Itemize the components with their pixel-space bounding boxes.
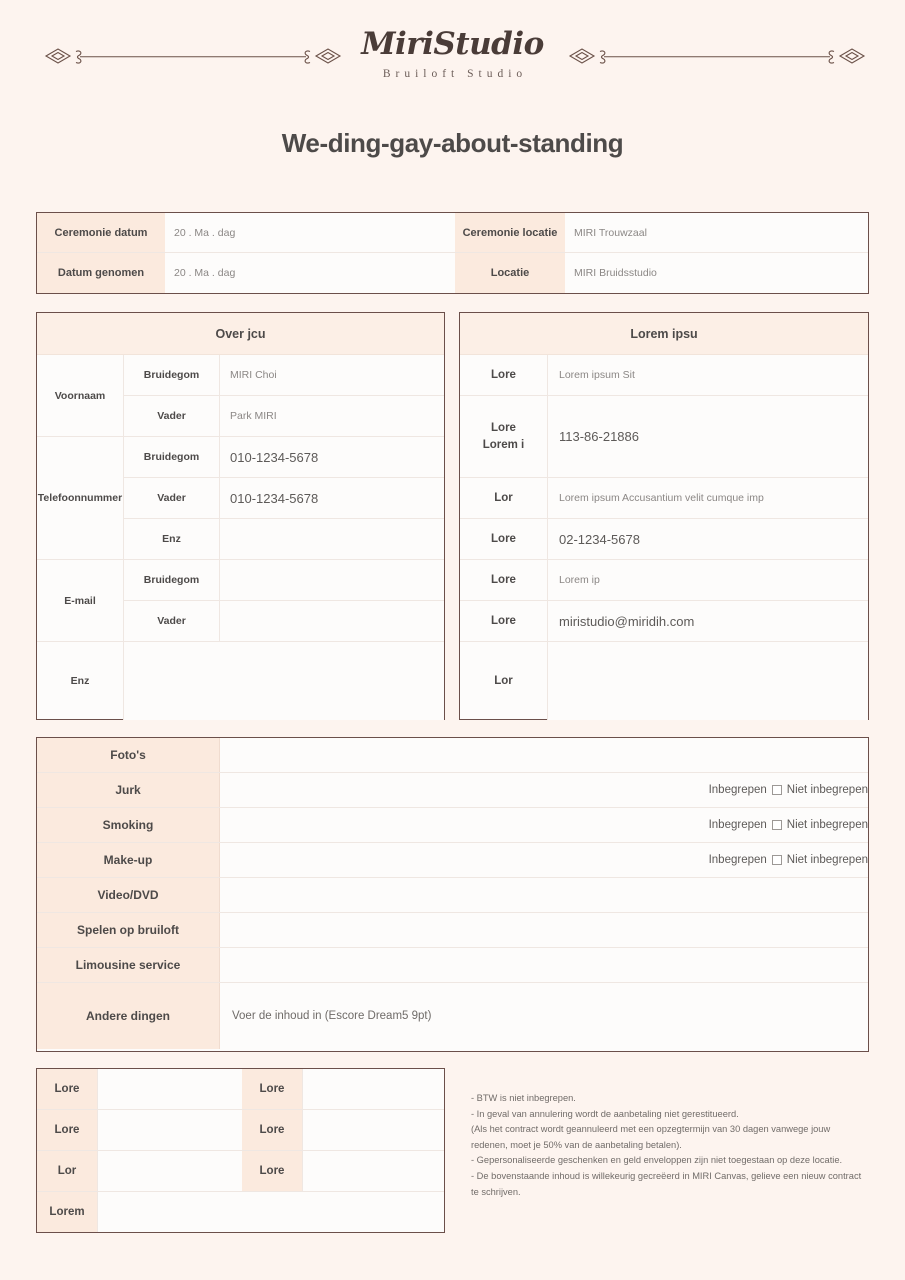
table-row bbox=[37, 913, 868, 948]
table-row bbox=[37, 878, 868, 913]
service-label-spelen-op-bruiloft: Spelen op bruiloft bbox=[37, 913, 220, 947]
table-row bbox=[37, 1151, 444, 1192]
sub-label-telefoon-enz: Enz bbox=[124, 519, 220, 559]
row-value-0[interactable]: Lorem ipsum Sit bbox=[548, 355, 868, 395]
bottom-label-a-2: Lor bbox=[37, 1151, 97, 1191]
label-inbegrepen-jurk: Inbegrepen bbox=[708, 784, 767, 796]
table-row bbox=[124, 601, 444, 642]
bottom-value-b-0[interactable] bbox=[302, 1069, 444, 1109]
service-note-andere-dingen: Voer de inhoud in (Escore Dream5 9pt) bbox=[232, 1010, 432, 1022]
row-label-4-line1: Lore bbox=[491, 573, 516, 586]
sub-label-email-vader: Vader bbox=[124, 601, 220, 641]
bottom-value-b-2[interactable] bbox=[302, 1151, 444, 1191]
bottom-value-a-1[interactable] bbox=[97, 1110, 242, 1150]
bottom-label-a-0: Lore bbox=[37, 1069, 97, 1109]
about-you-table bbox=[36, 312, 445, 720]
table-row bbox=[37, 1192, 444, 1232]
row-value-3[interactable]: 02-1234-5678 bbox=[548, 519, 868, 559]
bottom-label-b-2: Lore bbox=[242, 1151, 302, 1191]
table-row bbox=[124, 396, 444, 437]
table-row bbox=[460, 396, 868, 478]
row-label-2-line1: Lor bbox=[494, 491, 513, 504]
row-label-1-line1: Lore bbox=[491, 421, 516, 434]
bottom-value-b-1[interactable] bbox=[302, 1110, 444, 1150]
value-telefoon-bruidegom[interactable]: 010-1234-5678 bbox=[220, 437, 444, 477]
label-inbegrepen-smoking: Inbegrepen bbox=[708, 819, 767, 831]
checkbox-niet-inbegrepen-makeup[interactable] bbox=[772, 855, 782, 865]
services-table bbox=[36, 737, 869, 1052]
brand-logo bbox=[348, 28, 558, 84]
table-row bbox=[460, 355, 868, 396]
inclusion-choice-makeup bbox=[709, 854, 868, 866]
service-value-limousine-service[interactable] bbox=[220, 948, 868, 982]
row-label-0-line1: Lore bbox=[491, 368, 516, 381]
signature-table bbox=[36, 1068, 445, 1233]
row-label-5-line1: Lore bbox=[491, 614, 516, 627]
checkbox-niet-inbegrepen-smoking[interactable] bbox=[772, 820, 782, 830]
label-niet-inbegrepen-smoking: Niet inbegrepen bbox=[786, 819, 868, 831]
ceremony-info-table bbox=[36, 212, 869, 294]
table-row bbox=[124, 437, 444, 478]
bottom-label-b-1: Lore bbox=[242, 1110, 302, 1150]
service-label-jurk: Jurk bbox=[37, 773, 220, 807]
group-label-column bbox=[37, 355, 124, 720]
note-line-4: - De bovenstaande inhoud is willekeurig gecreëerd in MIRI Canvas, gelieve een nieuw contract te schrijven. bbox=[471, 1171, 862, 1197]
table-row bbox=[124, 642, 444, 720]
row-label-1-line2: Lorem i bbox=[482, 438, 525, 451]
value-email-vader[interactable] bbox=[220, 601, 444, 641]
note-line-3: - Gepersonaliseerde geschenken en geld enveloppen zijn niet toegestaan op deze locatie. bbox=[471, 1155, 843, 1166]
sub-label-email-bruidegom: Bruidegom bbox=[124, 560, 220, 600]
row-label-6-line1: Lor bbox=[494, 674, 513, 687]
value-telefoon-enz[interactable] bbox=[220, 519, 444, 559]
service-label-andere-dingen: Andere dingen bbox=[37, 983, 220, 1049]
service-label-limousine-service: Limousine service bbox=[37, 948, 220, 982]
brand-logo-subtitle: Bruiloft Studio bbox=[382, 67, 528, 80]
sub-label-telefoon-vader: Vader bbox=[124, 478, 220, 518]
group-label-email: E-mail bbox=[37, 560, 124, 642]
bottom-label-a-1: Lore bbox=[37, 1110, 97, 1150]
row-label-3-line1: Lore bbox=[491, 532, 516, 545]
bottom-label-a-3: Lorem bbox=[37, 1192, 97, 1232]
row-label-0 bbox=[460, 355, 548, 395]
cell-label-locatie: Locatie bbox=[455, 253, 565, 293]
row-label-2 bbox=[460, 478, 548, 518]
bottom-value-a-2[interactable] bbox=[97, 1151, 242, 1191]
table-row bbox=[37, 773, 868, 808]
table-row bbox=[124, 478, 444, 519]
label-inbegrepen-makeup: Inbegrepen bbox=[708, 854, 767, 866]
sub-label-voornaam-vader: Vader bbox=[124, 396, 220, 436]
cell-label-ceremonie-datum: Ceremonie datum bbox=[37, 213, 165, 252]
table-row bbox=[37, 253, 868, 293]
service-value-andere-dingen[interactable] bbox=[220, 983, 868, 1049]
service-value-video-dvd[interactable] bbox=[220, 878, 868, 912]
note-line-1: - In geval van annulering wordt de aanbetaling niet gerestitueerd. bbox=[471, 1108, 739, 1119]
service-label-makeup: Make-up bbox=[37, 843, 220, 877]
value-voornaam-bruidegom[interactable]: MIRI Choi bbox=[220, 355, 444, 395]
about-you-table-body bbox=[37, 355, 444, 720]
row-label-3 bbox=[460, 519, 548, 559]
row-label-1 bbox=[460, 396, 548, 477]
row-label-4 bbox=[460, 560, 548, 600]
table-row bbox=[460, 478, 868, 519]
label-niet-inbegrepen-makeup: Niet inbegrepen bbox=[786, 854, 868, 866]
ornament-divider-left-icon bbox=[38, 41, 344, 71]
table-row bbox=[37, 808, 868, 843]
service-label-fotos: Foto's bbox=[37, 738, 220, 772]
service-label-smoking: Smoking bbox=[37, 808, 220, 842]
group-label-telefoonnummer: Telefoonnummer bbox=[37, 437, 124, 560]
table-row bbox=[37, 948, 868, 983]
cell-value-locatie[interactable]: MIRI Bruidsstudio bbox=[565, 253, 867, 293]
note-line-0: - BTW is niet inbegrepen. bbox=[471, 1093, 576, 1103]
page-header bbox=[0, 0, 905, 112]
sub-label-voornaam-bruidegom: Bruidegom bbox=[124, 355, 220, 395]
table-row bbox=[124, 560, 444, 601]
about-you-table-header: Over jcu bbox=[37, 313, 444, 355]
bottom-value-a-3[interactable] bbox=[97, 1192, 444, 1232]
table-row bbox=[124, 519, 444, 560]
value-enz[interactable] bbox=[124, 642, 444, 720]
inclusion-choice-smoking bbox=[709, 819, 868, 831]
sub-label-telefoon-bruidegom: Bruidegom bbox=[124, 437, 220, 477]
table-row bbox=[460, 560, 868, 601]
service-value-smoking[interactable] bbox=[220, 808, 868, 842]
cell-value-ceremonie-locatie[interactable]: MIRI Trouwzaal bbox=[565, 213, 867, 252]
table-row bbox=[460, 642, 868, 720]
service-value-makeup[interactable] bbox=[220, 843, 868, 877]
table-row bbox=[124, 355, 444, 396]
table-row bbox=[37, 1069, 444, 1110]
group-label-voornaam: Voornaam bbox=[37, 355, 124, 437]
lorem-ipsu-table-body bbox=[460, 355, 868, 720]
bottom-label-b-0: Lore bbox=[242, 1069, 302, 1109]
table-row bbox=[37, 843, 868, 878]
service-label-video-dvd: Video/DVD bbox=[37, 878, 220, 912]
row-value-1[interactable]: 113-86-21886 bbox=[548, 396, 868, 477]
table-row bbox=[37, 213, 868, 253]
service-value-fotos[interactable] bbox=[220, 738, 868, 772]
table-row bbox=[460, 601, 868, 642]
group-label-enz: Enz bbox=[37, 642, 124, 720]
value-voornaam-vader[interactable]: Park MIRI bbox=[220, 396, 444, 436]
cell-value-ceremonie-datum[interactable]: 20 . Ma . dag bbox=[165, 213, 450, 252]
row-value-4[interactable]: Lorem ip bbox=[548, 560, 868, 600]
row-label-5 bbox=[460, 601, 548, 641]
cell-value-datum-genomen[interactable]: 20 . Ma . dag bbox=[165, 253, 450, 293]
terms-notes bbox=[471, 1091, 869, 1200]
row-value-6[interactable] bbox=[548, 642, 868, 720]
note-line-2: (Als het contract wordt geannuleerd met een opzegtermijn van 30 dagen vanwege jouw redenen, moet je 50% van de aanbetaling betalen). bbox=[471, 1124, 831, 1150]
row-value-2[interactable]: Lorem ipsum Accusantium velit cumque imp bbox=[548, 478, 868, 518]
cell-label-datum-genomen: Datum genomen bbox=[37, 253, 165, 293]
row-label-6 bbox=[460, 642, 548, 720]
inclusion-choice-jurk bbox=[709, 784, 868, 796]
lorem-ipsu-table-header: Lorem ipsu bbox=[460, 313, 868, 355]
checkbox-niet-inbegrepen-jurk[interactable] bbox=[772, 785, 782, 795]
table-row bbox=[460, 519, 868, 560]
row-value-5[interactable]: miristudio@miridih.com bbox=[548, 601, 868, 641]
table-row bbox=[37, 1110, 444, 1151]
value-telefoon-vader[interactable]: 010-1234-5678 bbox=[220, 478, 444, 518]
value-email-bruidegom[interactable] bbox=[220, 560, 444, 600]
brand-logo-script: MiriStudio bbox=[361, 26, 544, 63]
service-value-spelen-op-bruiloft[interactable] bbox=[220, 913, 868, 947]
table-row bbox=[37, 738, 868, 773]
table-row bbox=[37, 983, 868, 1049]
ornament-divider-right-icon bbox=[562, 41, 868, 71]
service-value-jurk[interactable] bbox=[220, 773, 868, 807]
page-title: We-ding-gay-about-standing bbox=[281, 128, 624, 158]
cell-label-ceremonie-locatie: Ceremonie locatie bbox=[455, 213, 565, 252]
lorem-ipsu-table bbox=[459, 312, 869, 720]
label-niet-inbegrepen-jurk: Niet inbegrepen bbox=[786, 784, 868, 796]
bottom-value-a-0[interactable] bbox=[97, 1069, 242, 1109]
detail-rows-column bbox=[124, 355, 444, 720]
